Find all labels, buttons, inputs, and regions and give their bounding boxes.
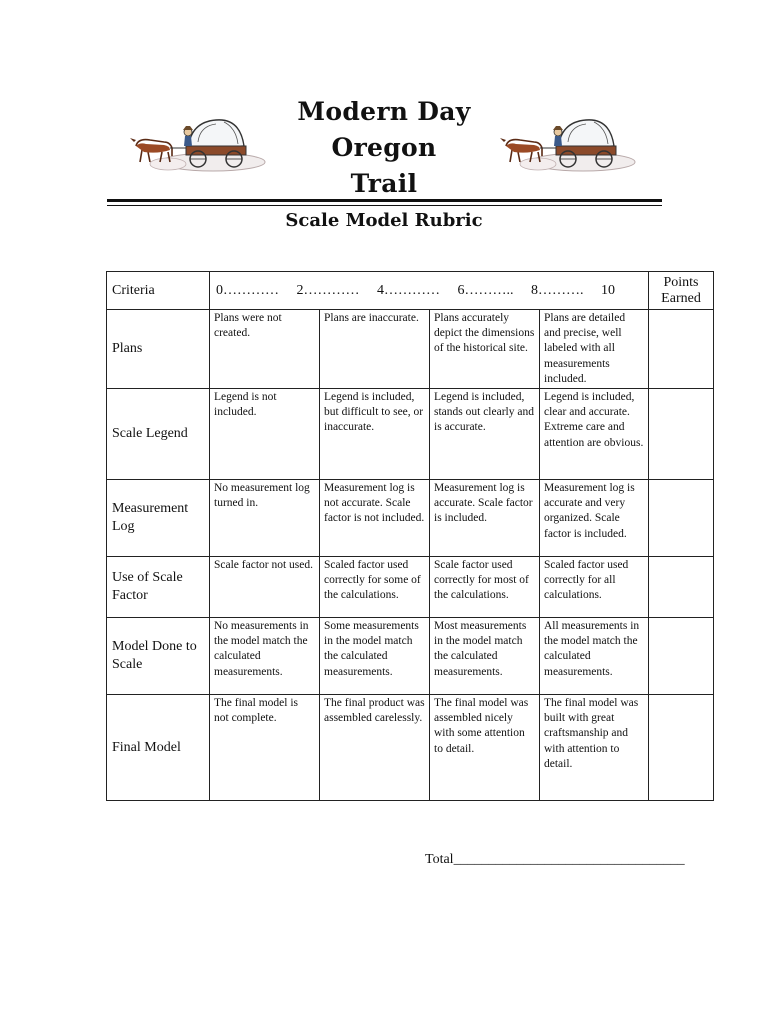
title-line: Modern Day xyxy=(297,97,471,126)
rubric-table xyxy=(106,271,714,801)
score-cell: Measurement log is not accurate. Scale factor is not included. xyxy=(320,480,430,557)
scale-label: 0………… xyxy=(216,282,279,298)
score-cell: Plans are detailed and precise, well labeled with all measurements included. xyxy=(540,310,649,389)
table-row xyxy=(107,695,714,801)
score-scale-header xyxy=(210,272,649,310)
score-cell: Legend is included, stands out clearly and is accurate. xyxy=(430,389,540,480)
score-cell: Legend is not included. xyxy=(210,389,320,480)
score-cell: Measurement log is accurate and very organized. Scale factor is included. xyxy=(540,480,649,557)
total-field[interactable]: Total_________________________________ xyxy=(425,852,685,867)
score-cell: Measurement log is accurate. Scale factor is included. xyxy=(430,480,540,557)
points-cell[interactable] xyxy=(649,557,714,618)
score-cell: The final model is not complete. xyxy=(210,695,320,801)
title-line: Oregon xyxy=(331,133,437,162)
score-cell: Scale factor not used. xyxy=(210,557,320,618)
scale-label: 6……….. xyxy=(457,282,514,298)
points-earned-header xyxy=(649,272,714,310)
points-header-line: Points xyxy=(663,275,699,291)
table-header-row xyxy=(107,272,714,310)
divider-thick xyxy=(107,199,662,202)
scale-label: 2………… xyxy=(296,282,360,298)
points-header-line: Earned xyxy=(661,290,701,306)
points-cell[interactable] xyxy=(649,695,714,801)
score-cell: Some measurements in the model match the calculated measurements. xyxy=(320,618,430,695)
document-title xyxy=(0,94,768,202)
score-cell: The final product was assembled carelessly. xyxy=(320,695,430,801)
score-cell: All measurements in the model match the calculated measurements. xyxy=(540,618,649,695)
divider-thin xyxy=(107,205,662,206)
criterion-label: Measurement Log xyxy=(107,480,210,557)
score-cell: Legend is included, but difficult to see, or inaccurate. xyxy=(320,389,430,480)
score-cell: Plans are inaccurate. xyxy=(320,310,430,389)
points-cell[interactable] xyxy=(649,480,714,557)
points-cell[interactable] xyxy=(649,618,714,695)
scale-label: 4………… xyxy=(377,282,440,298)
criterion-label: Scale Legend xyxy=(107,389,210,480)
points-cell[interactable] xyxy=(649,310,714,389)
criterion-label: Use of Scale Factor xyxy=(107,557,210,618)
score-cell: The final model was built with great craftsmanship and with attention to detail. xyxy=(540,695,649,801)
score-cell: Legend is included, clear and accurate. Extreme care and attention are obvious. xyxy=(540,389,649,480)
score-cell: Plans were not created. xyxy=(210,310,320,389)
score-cell: No measurement log turned in. xyxy=(210,480,320,557)
score-cell: Most measurements in the model match the calculated measurements. xyxy=(430,618,540,695)
score-cell: The final model was assembled nicely with some attention to detail. xyxy=(430,695,540,801)
score-cell: No measurements in the model match the calculated measurements. xyxy=(210,618,320,695)
title-line: Trail xyxy=(350,169,418,198)
subtitle: Scale Model Rubric xyxy=(285,210,483,231)
score-cell: Plans accurately depict the dimensions of the historical site. xyxy=(430,310,540,389)
table-row xyxy=(107,557,714,618)
score-cell: Scaled factor used correctly for some of the calculations. xyxy=(320,557,430,618)
scale-label: 10 xyxy=(601,282,615,298)
table-row xyxy=(107,310,714,389)
criterion-label: Model Done to Scale xyxy=(107,618,210,695)
criteria-header: Criteria xyxy=(107,272,210,310)
score-cell: Scaled factor used correctly for all calculations. xyxy=(540,557,649,618)
score-cell: Scale factor used correctly for most of the calculations. xyxy=(430,557,540,618)
table-row xyxy=(107,480,714,557)
criterion-label: Final Model xyxy=(107,695,210,801)
points-cell[interactable] xyxy=(649,389,714,480)
table-row xyxy=(107,389,714,480)
scale-label: 8………. xyxy=(531,282,584,298)
criterion-label: Plans xyxy=(107,310,210,389)
table-row xyxy=(107,618,714,695)
